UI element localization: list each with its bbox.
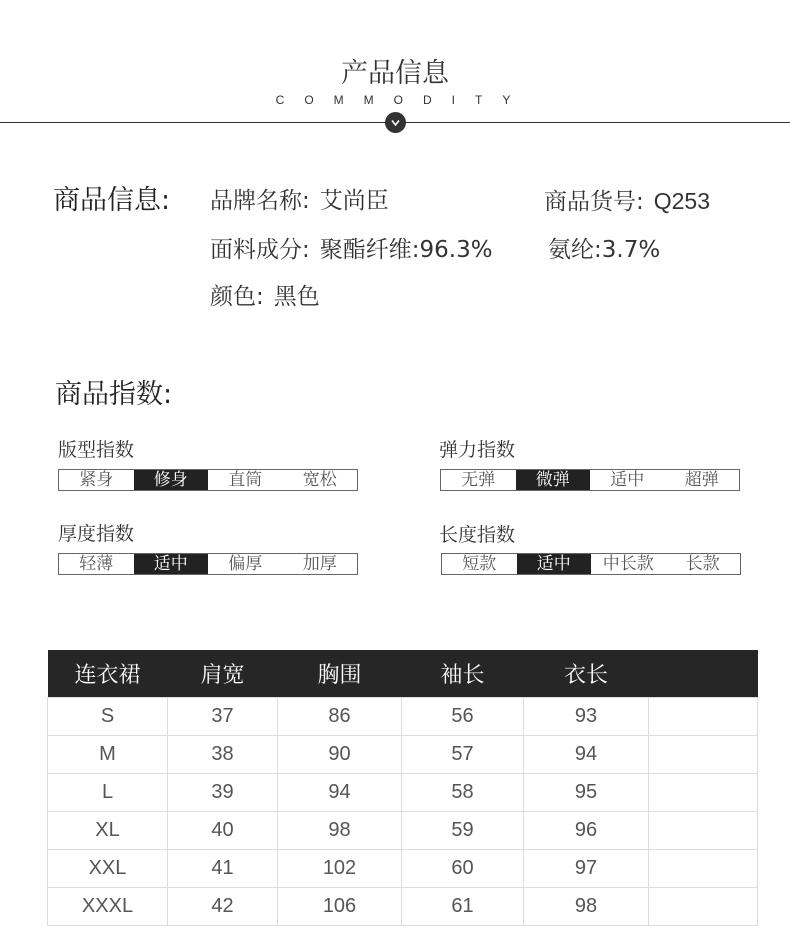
length-option: 中长款 — [602, 554, 654, 574]
size-table-header-cell — [649, 650, 758, 698]
thickness-option: 加厚 — [302, 554, 337, 574]
size-label-cell: XXXL — [48, 888, 168, 926]
measurement-cell — [649, 698, 758, 736]
measurement-cell: 96 — [524, 812, 649, 850]
table-row — [48, 888, 758, 926]
size-table-header-cell: 袖长 — [402, 650, 524, 698]
chevron-down-icon — [385, 112, 406, 133]
measurement-cell: 98 — [524, 888, 649, 926]
fit-option: 宽松 — [302, 470, 337, 490]
measurement-cell: 58 — [402, 774, 524, 812]
size-label-cell: S — [48, 698, 168, 736]
size-table-header-cell: 衣长 — [524, 650, 649, 698]
fit-option: 直筒 — [228, 470, 263, 490]
measurement-cell — [649, 850, 758, 888]
size-table-header-cell: 胸围 — [278, 650, 402, 698]
length-index-title: 长度指数 — [439, 524, 516, 546]
fit-index-scale — [58, 469, 358, 491]
measurement-cell: 102 — [278, 850, 402, 888]
item-number-row — [544, 186, 710, 217]
elasticity-option: 无弹 — [461, 470, 496, 490]
measurement-cell: 37 — [168, 698, 278, 736]
size-table-header — [48, 650, 758, 698]
color-key: 颜色: — [210, 284, 264, 310]
measurement-cell — [649, 774, 758, 812]
fabric-key: 面料成分: — [210, 237, 310, 263]
measurement-cell: 40 — [168, 812, 278, 850]
measurement-cell: 57 — [402, 736, 524, 774]
size-label-cell: XL — [48, 812, 168, 850]
fabric-row — [210, 235, 493, 265]
measurement-cell — [649, 736, 758, 774]
measurement-cell: 90 — [278, 736, 402, 774]
measurement-cell: 98 — [278, 812, 402, 850]
table-row — [48, 812, 758, 850]
measurement-cell: 60 — [402, 850, 524, 888]
size-table-header-cell: 连衣裙 — [48, 650, 168, 698]
measurement-cell: 93 — [524, 698, 649, 736]
brand-name-row — [210, 186, 389, 216]
size-label-cell: XXL — [48, 850, 168, 888]
brand-key: 品牌名称: — [210, 188, 310, 214]
thickness-option: 偏厚 — [228, 554, 263, 574]
measurement-cell: 39 — [168, 774, 278, 812]
size-label-cell: L — [48, 774, 168, 812]
measurement-cell: 97 — [524, 850, 649, 888]
length-option: 短款 — [462, 554, 497, 574]
measurement-cell — [649, 888, 758, 926]
table-row — [48, 774, 758, 812]
color-row — [210, 282, 320, 312]
measurement-cell: 94 — [278, 774, 402, 812]
size-label-cell: M — [48, 736, 168, 774]
brand-value: 艾尚臣 — [319, 188, 389, 214]
item-number-value: Q253 — [653, 188, 711, 214]
measurement-cell: 38 — [168, 736, 278, 774]
measurement-cell: 41 — [168, 850, 278, 888]
section-subtitle: COMMODITY — [275, 93, 531, 107]
elasticity-option-selected: 微弹 — [516, 470, 591, 490]
thickness-index-scale — [58, 553, 358, 575]
measurement-cell — [649, 812, 758, 850]
thickness-option: 轻薄 — [79, 554, 114, 574]
measurement-cell: 59 — [402, 812, 524, 850]
elasticity-option: 适中 — [610, 470, 645, 490]
item-number-key: 商品货号: — [544, 189, 644, 215]
product-index-label: 商品指数: — [55, 379, 173, 410]
length-option-selected: 适中 — [517, 554, 592, 574]
measurement-cell: 42 — [168, 888, 278, 926]
section-title: 产品信息 — [341, 58, 449, 89]
fit-option-selected: 修身 — [134, 470, 209, 490]
product-info-label: 商品信息: — [53, 185, 171, 216]
elasticity-index-title: 弹力指数 — [439, 439, 516, 461]
length-index-scale — [441, 553, 741, 575]
table-row — [48, 698, 758, 736]
size-table-header-cell: 肩宽 — [168, 650, 278, 698]
table-row — [48, 736, 758, 774]
length-option: 长款 — [685, 554, 720, 574]
measurement-cell: 86 — [278, 698, 402, 736]
measurement-cell: 56 — [402, 698, 524, 736]
measurement-cell: 106 — [278, 888, 402, 926]
fit-option: 紧身 — [79, 470, 114, 490]
measurement-cell: 94 — [524, 736, 649, 774]
table-row — [48, 850, 758, 888]
elasticity-option: 超弹 — [684, 470, 719, 490]
thickness-index-title: 厚度指数 — [58, 523, 135, 545]
fabric-value-spandex: 氨纶:3.7% — [548, 237, 661, 263]
size-table — [47, 650, 758, 926]
fit-index-title: 版型指数 — [58, 439, 135, 461]
color-value: 黑色 — [273, 284, 320, 310]
measurement-cell: 61 — [402, 888, 524, 926]
fabric-value-polyester: 聚酯纤维:96.3% — [319, 237, 493, 263]
thickness-option-selected: 适中 — [134, 554, 209, 574]
measurement-cell: 95 — [524, 774, 649, 812]
elasticity-index-scale — [440, 469, 740, 491]
